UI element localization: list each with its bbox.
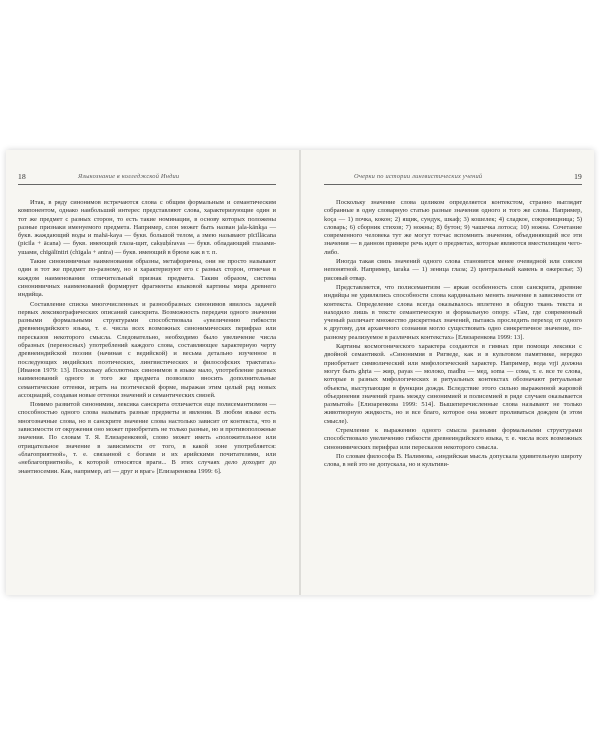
book-gutter [299, 150, 301, 595]
right-running-head [324, 172, 582, 185]
right-paragraph-1: Поскольку значение слова целиком определяется контекстом, странно выглядят собранные в одну словарную статью разные значения одного и того же слова. Например, koça — 1) почка, кокон; 2) ящик, сундук, шкаф; 3) кошелек; 4) сладкое, сокровищница; 5) словарь; 6) сборник стихов; 7) ножны; 8) бутон; 9) чашечка лотоса; 10) ножна. Сочетание современного человека тут же могут тотчас вспомнить значения, объединяющий все эти значения — в данном примере речь идет о предметах, которые являются вместилищем чего-либо. [324, 199, 582, 256]
right-paragraph-3: Представляется, что полисемантизм — яркая особенность слов санскрита, древние индийцы не удивлялись способности слова кардинально менять значение в зависимости от контекста. Определение слова всегда оказывалось вплетено в общую ткань текста и находило лишь в тексте семантическую и формальную опору. «Там, где современный ученый различает множество дискретных значений, пытаясь проследить переход от одного к другому, для архаичного сознания могло существовать одно синкретичное значение, по-разному реализуемое в различных контекстах» [Елизаренкова 1999: 13]. [324, 283, 582, 341]
right-paragraph-5: Стремление к выражению одного смысла разными формальными структурами способствовало увеличению гибкости древнеиндийского языка, т. е. числа всех возможных синонимических перифраз или пересказов некоторого смысла. [324, 427, 582, 451]
left-paragraph-4: Помимо развитой синонимии, лексика санскрита отличается еще полисемантизмом — способностью одного слова называть разные предметы и явления. В любом языке есть многозначные слова, но в санскрите значение слова настолько зависит от контекста, что в зависимости от окружения оно может приобретать не только разные, но и противоположные значения. По словам Т. Я. Елизаренковой, слово может иметь «положительное или отрицательное значение в зависимости от того, в какой зоне употребляется: «благоприятной», т. е. связанной с богами и их арийскими почитателями, или «неблагоприятной», к которой относятся враги... В этих случаях дело доходит до энантиосемии. Как, например, ari — друг и враг» [Елизаренкова 1999: 6]. [18, 401, 276, 475]
left-running-head [18, 172, 276, 185]
right-page-text [324, 199, 582, 470]
left-paragraph-2: Такие синонимичные наименования образны, метафоричны, они не просто называют один и тот же предмет по-разному, но и характеризуют его с разных сторон, отмечая в каждом наименовании отличительный признак предмета. Таким образом, система синонимичных наименований формирует фрагменты языковой картины мира древнего индийца. [18, 258, 276, 299]
left-paragraph-1: Итак, в ряду синонимов встречаются слова с общим формальным и семантическим компонентом, однако наибольший интерес представляют слова, характеризующие один и тот же предмет с разных сторон, то есть такие номинации, в основу которых положены разные признаки именуемого предмета. Например, слон может быть назван jala-kānkşa — букв. жаждающий воды и mahā-kaya — букв. большой телом, а змею называют pīcīllācana (picīla + ācana) — букв. имеющий глаза-щит, cakṣuḥśravas — букв. обладающий глазами-ушами, chīgālīntiri (chīgala + antra) — букв. имеющий в брюхе как в т. п. [18, 199, 276, 256]
right-running-title: Очерки по истории лингвистических учений [354, 173, 483, 180]
left-running-title: Языкознание в колледжской Индии [78, 173, 180, 180]
right-paragraph-2: Иногда такая связь значений одного слова становится менее очевидной или совсем непонятной. Например, taraka — 1) зеница глаза; 2) центральный камень в ожерелье; 3) рисовый отвар. [324, 258, 582, 282]
right-paragraph-4: Картины космогонического характера создаются в гимнах при помощи лексики с двойной семантикой. «Синонимия в Ригведе, как и в культовом памятнике, нередко приобретает символический или мифологический характер. Например, вода vṛji должна могут быть ghṛta — жир, payas — молоко, madhu — мед, soma — сома, т. е. все те слова, которые в разных мифологических и ритуальных контекстах обозначают ритуальные объекты, выступающие в функции дождя. Вследствие этого сильно выраженной жаровой объединения значений грань между синонимией и полисемией в ряде случаев оказывается размытой» [Елизаренкова 1999: 514]. Вышеперечисленные слова называют не только животворную жидкость, но и все благо, которое она может проливаться дождем (в этом смысле). [324, 343, 582, 425]
left-paragraph-3: Составление списка многочисленных и разнообразных синонимов явилось задачей первых лексикографических описаний санскрита. Возможность передачи одного значения разными формальными структурами способствовала «увеличению гибкости древнеиндийского языка, т. е. числа всех возможных синонимических перифраз или пересказов некоторого смысла. Следовательно, необходимо было увеличение числа образных (переносных) употреблений каждого слова, составляющее характерную черту древнеиндийской поэзии (начиная с ведийской) и весьма детально изученное в последующих индийских поэтических, лингвистических и философских трактатах» [Иванов 1979: 13]. Поскольку абсолютных синонимов в языке мало, употребление разных наименований одного и того же предмета позволяло вносить дополнительные семантические оттенки, играть на поэтической форме, выражая этим целый ряд новых ассоциаций, создавая новые оттенки значений и семантических связей. [18, 300, 276, 399]
book-spread [6, 150, 594, 595]
right-paragraph-6: По словам философа В. Налимова, «индийская мысль допускала удивительную широту слова, в ней это не допускала, но и культиви- [324, 452, 582, 469]
right-page [324, 172, 582, 470]
right-page-number: 19 [574, 172, 582, 181]
left-page [18, 172, 276, 476]
left-page-text [18, 199, 276, 476]
left-page-number: 18 [18, 172, 26, 181]
